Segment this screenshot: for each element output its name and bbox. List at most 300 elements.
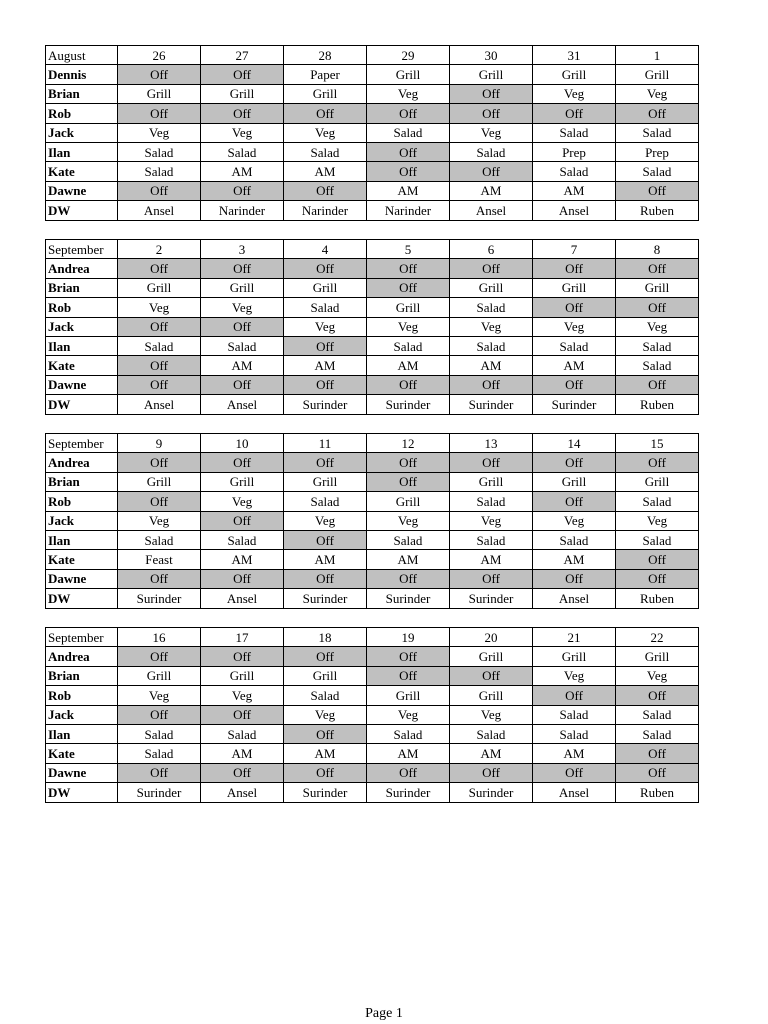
staff-name: Dawne <box>46 375 118 394</box>
shift-cell: Surinder <box>367 395 450 414</box>
shift-cell: Veg <box>118 686 201 705</box>
shift-cell: Salad <box>616 530 699 549</box>
month-label: September <box>46 240 118 259</box>
shift-cell: Off <box>450 259 533 278</box>
shift-cell: Salad <box>533 162 616 181</box>
shift-cell: AM <box>201 744 284 763</box>
shift-cell: Grill <box>616 647 699 666</box>
shift-cell: Off <box>201 511 284 530</box>
shift-cell: Surinder <box>367 783 450 802</box>
shift-cell: Veg <box>284 705 367 724</box>
schedule-table <box>45 239 699 415</box>
shift-cell: Ruben <box>616 201 699 220</box>
shift-cell: Off <box>450 763 533 782</box>
day-number: 11 <box>284 434 367 453</box>
shift-cell: Veg <box>367 511 450 530</box>
shift-cell: Grill <box>533 65 616 84</box>
shift-cell: Off <box>118 181 201 200</box>
shift-cell: Off <box>367 666 450 685</box>
shift-cell: Ansel <box>201 783 284 802</box>
shift-cell: Off <box>616 259 699 278</box>
day-number: 19 <box>367 628 450 647</box>
day-number: 17 <box>201 628 284 647</box>
shift-cell: Off <box>367 104 450 123</box>
staff-name: Dennis <box>46 65 118 84</box>
shift-cell: Salad <box>118 744 201 763</box>
shift-cell: Salad <box>367 724 450 743</box>
shift-cell: Off <box>284 763 367 782</box>
shift-cell: Grill <box>450 65 533 84</box>
staff-name: Jack <box>46 511 118 530</box>
shift-cell: Salad <box>450 492 533 511</box>
shift-cell: Off <box>533 453 616 472</box>
shift-cell: Off <box>616 686 699 705</box>
shift-cell: Off <box>367 142 450 161</box>
shift-cell: Grill <box>284 666 367 685</box>
shift-cell: Veg <box>284 317 367 336</box>
shift-cell: Salad <box>616 356 699 375</box>
shift-cell: Off <box>533 259 616 278</box>
shift-cell: Grill <box>284 278 367 297</box>
shift-cell: Off <box>616 763 699 782</box>
shift-cell: Veg <box>616 511 699 530</box>
staff-row <box>46 181 699 200</box>
shift-cell: Off <box>201 763 284 782</box>
shift-cell: Grill <box>118 278 201 297</box>
shift-cell: Salad <box>284 492 367 511</box>
shift-cell: Salad <box>201 336 284 355</box>
shift-cell: Grill <box>533 278 616 297</box>
shift-cell: Salad <box>284 298 367 317</box>
staff-name: Kate <box>46 162 118 181</box>
schedule-table <box>45 627 699 803</box>
shift-cell: Off <box>118 453 201 472</box>
shift-cell: Off <box>201 705 284 724</box>
shift-cell: Grill <box>367 298 450 317</box>
shift-cell: Off <box>118 317 201 336</box>
shift-cell: Off <box>616 298 699 317</box>
shift-cell: AM <box>367 744 450 763</box>
staff-row <box>46 84 699 103</box>
shift-cell: Ruben <box>616 783 699 802</box>
shift-cell: Grill <box>616 278 699 297</box>
date-header-row <box>46 240 699 259</box>
shift-cell: Ansel <box>201 395 284 414</box>
shift-cell: Grill <box>201 472 284 491</box>
shift-cell: Salad <box>118 336 201 355</box>
shift-cell: Grill <box>450 647 533 666</box>
shift-cell: Off <box>118 647 201 666</box>
shift-cell: AM <box>533 356 616 375</box>
shift-cell: Off <box>533 569 616 588</box>
shift-cell: Salad <box>201 530 284 549</box>
shift-cell: Veg <box>118 511 201 530</box>
shift-cell: Off <box>450 375 533 394</box>
staff-row <box>46 201 699 220</box>
shift-cell: Grill <box>118 84 201 103</box>
staff-name: Andrea <box>46 647 118 666</box>
shift-cell: Veg <box>616 317 699 336</box>
staff-row <box>46 550 699 569</box>
staff-name: Jack <box>46 123 118 142</box>
shift-cell: Off <box>201 375 284 394</box>
staff-name: Ilan <box>46 336 118 355</box>
shift-cell: Paper <box>284 65 367 84</box>
shift-cell: Off <box>367 569 450 588</box>
shift-cell: AM <box>450 744 533 763</box>
shift-cell: AM <box>284 550 367 569</box>
shift-cell: Salad <box>450 336 533 355</box>
day-number: 7 <box>533 240 616 259</box>
shift-cell: Veg <box>450 511 533 530</box>
month-label: August <box>46 46 118 65</box>
day-number: 14 <box>533 434 616 453</box>
shift-cell: Salad <box>533 123 616 142</box>
shift-cell: Narinder <box>367 201 450 220</box>
shift-cell: Off <box>367 472 450 491</box>
shift-cell: Ruben <box>616 395 699 414</box>
shift-cell: Off <box>450 666 533 685</box>
shift-cell: Off <box>284 647 367 666</box>
shift-cell: Ansel <box>533 589 616 608</box>
shift-cell: Veg <box>284 123 367 142</box>
staff-name: Ilan <box>46 724 118 743</box>
shift-cell: Ansel <box>533 201 616 220</box>
shift-cell: Grill <box>450 472 533 491</box>
staff-row <box>46 511 699 530</box>
staff-name: Brian <box>46 84 118 103</box>
shift-cell: Off <box>118 104 201 123</box>
shift-cell: Salad <box>533 705 616 724</box>
shift-cell: Ansel <box>118 201 201 220</box>
month-label: September <box>46 628 118 647</box>
shift-cell: Ansel <box>533 783 616 802</box>
shift-cell: Off <box>450 453 533 472</box>
shift-cell: Veg <box>616 84 699 103</box>
day-number: 16 <box>118 628 201 647</box>
shift-cell: Off <box>284 104 367 123</box>
date-header-row <box>46 628 699 647</box>
shift-cell: Off <box>533 763 616 782</box>
shift-cell: Surinder <box>450 783 533 802</box>
staff-row <box>46 356 699 375</box>
staff-name: Ilan <box>46 530 118 549</box>
shift-cell: Salad <box>450 530 533 549</box>
shift-cell: Surinder <box>284 783 367 802</box>
shift-cell: Veg <box>201 298 284 317</box>
shift-cell: Surinder <box>367 589 450 608</box>
shift-cell: Salad <box>367 336 450 355</box>
staff-row <box>46 375 699 394</box>
staff-name: Kate <box>46 356 118 375</box>
shift-cell: Grill <box>367 65 450 84</box>
day-number: 26 <box>118 46 201 65</box>
shift-cell: Veg <box>367 317 450 336</box>
staff-row <box>46 104 699 123</box>
shift-cell: AM <box>201 162 284 181</box>
day-number: 21 <box>533 628 616 647</box>
shift-cell: Veg <box>533 511 616 530</box>
staff-row <box>46 589 699 608</box>
shift-cell: Off <box>450 162 533 181</box>
shift-cell: Off <box>201 181 284 200</box>
shift-cell: Salad <box>367 530 450 549</box>
staff-name: Brian <box>46 278 118 297</box>
shift-cell: Salad <box>118 724 201 743</box>
shift-cell: Salad <box>367 123 450 142</box>
shift-cell: Off <box>201 647 284 666</box>
shift-cell: Off <box>450 84 533 103</box>
day-number: 18 <box>284 628 367 647</box>
shift-cell: Off <box>616 744 699 763</box>
date-header-row <box>46 46 699 65</box>
staff-row <box>46 492 699 511</box>
shift-cell: Off <box>533 375 616 394</box>
staff-row <box>46 666 699 685</box>
shift-cell: Salad <box>533 724 616 743</box>
shift-cell: Off <box>118 492 201 511</box>
shift-cell: Off <box>118 375 201 394</box>
staff-name: DW <box>46 395 118 414</box>
shift-cell: Veg <box>367 705 450 724</box>
staff-row <box>46 142 699 161</box>
staff-name: Dawne <box>46 569 118 588</box>
staff-name: Rob <box>46 492 118 511</box>
staff-row <box>46 472 699 491</box>
staff-name: Jack <box>46 705 118 724</box>
staff-name: DW <box>46 201 118 220</box>
shift-cell: Off <box>118 705 201 724</box>
month-label: September <box>46 434 118 453</box>
staff-name: Andrea <box>46 259 118 278</box>
staff-row <box>46 783 699 802</box>
staff-name: Dawne <box>46 181 118 200</box>
staff-name: Andrea <box>46 453 118 472</box>
day-number: 10 <box>201 434 284 453</box>
staff-row <box>46 705 699 724</box>
shift-cell: Off <box>284 569 367 588</box>
shift-cell: AM <box>284 162 367 181</box>
staff-row <box>46 647 699 666</box>
shift-cell: Off <box>533 298 616 317</box>
day-number: 27 <box>201 46 284 65</box>
shift-cell: Salad <box>616 336 699 355</box>
shift-cell: Off <box>367 763 450 782</box>
staff-name: Rob <box>46 298 118 317</box>
day-number: 13 <box>450 434 533 453</box>
staff-row <box>46 686 699 705</box>
shift-cell: AM <box>367 181 450 200</box>
shift-cell: Grill <box>201 278 284 297</box>
staff-name: Ilan <box>46 142 118 161</box>
day-number: 2 <box>118 240 201 259</box>
staff-name: Kate <box>46 550 118 569</box>
shift-cell: Grill <box>201 84 284 103</box>
shift-cell: Off <box>616 181 699 200</box>
staff-name: DW <box>46 589 118 608</box>
day-number: 29 <box>367 46 450 65</box>
shift-cell: Ansel <box>118 395 201 414</box>
shift-cell: Salad <box>616 724 699 743</box>
day-number: 22 <box>616 628 699 647</box>
shift-cell: Off <box>367 278 450 297</box>
staff-name: Brian <box>46 666 118 685</box>
staff-row <box>46 298 699 317</box>
shift-cell: Narinder <box>284 201 367 220</box>
staff-name: Jack <box>46 317 118 336</box>
shift-cell: Surinder <box>284 395 367 414</box>
shift-cell: Ansel <box>201 589 284 608</box>
shift-cell: Surinder <box>533 395 616 414</box>
shift-cell: Off <box>284 724 367 743</box>
shift-cell: Feast <box>118 550 201 569</box>
shift-cell: AM <box>450 356 533 375</box>
shift-cell: Off <box>616 375 699 394</box>
shift-cell: AM <box>284 744 367 763</box>
shift-cell: Off <box>367 453 450 472</box>
shift-cell: Surinder <box>118 589 201 608</box>
staff-name: Rob <box>46 104 118 123</box>
shift-cell: Salad <box>616 492 699 511</box>
shift-cell: Off <box>367 647 450 666</box>
shift-cell: Off <box>118 356 201 375</box>
shift-cell: Off <box>284 259 367 278</box>
shift-cell: Salad <box>616 705 699 724</box>
shift-cell: Veg <box>533 317 616 336</box>
staff-name: Rob <box>46 686 118 705</box>
shift-cell: Off <box>616 569 699 588</box>
shift-cell: AM <box>533 550 616 569</box>
schedule-table <box>45 45 699 221</box>
shift-cell: Veg <box>450 705 533 724</box>
day-number: 12 <box>367 434 450 453</box>
shift-cell: Off <box>367 162 450 181</box>
shift-cell: Off <box>201 317 284 336</box>
day-number: 5 <box>367 240 450 259</box>
shift-cell: Off <box>533 104 616 123</box>
shift-cell: Grill <box>284 84 367 103</box>
day-number: 6 <box>450 240 533 259</box>
staff-row <box>46 395 699 414</box>
shift-cell: Veg <box>284 511 367 530</box>
day-number: 1 <box>616 46 699 65</box>
day-number: 4 <box>284 240 367 259</box>
shift-cell: Ansel <box>450 201 533 220</box>
shift-cell: Off <box>284 375 367 394</box>
shift-cell: Surinder <box>118 783 201 802</box>
shift-cell: AM <box>367 550 450 569</box>
shift-cell: Off <box>284 530 367 549</box>
shift-cell: Salad <box>118 142 201 161</box>
staff-name: Brian <box>46 472 118 491</box>
shift-cell: Off <box>201 569 284 588</box>
shift-cell: Off <box>616 550 699 569</box>
staff-row <box>46 763 699 782</box>
shift-cell: Veg <box>450 123 533 142</box>
shift-cell: Ruben <box>616 589 699 608</box>
shift-cell: Salad <box>450 142 533 161</box>
staff-row <box>46 530 699 549</box>
shift-cell: Salad <box>616 162 699 181</box>
day-number: 8 <box>616 240 699 259</box>
shift-cell: Prep <box>616 142 699 161</box>
shift-cell: Narinder <box>201 201 284 220</box>
staff-row <box>46 569 699 588</box>
staff-row <box>46 744 699 763</box>
shift-cell: Salad <box>533 336 616 355</box>
shift-cell: Salad <box>201 724 284 743</box>
day-number: 30 <box>450 46 533 65</box>
shift-cell: Off <box>450 104 533 123</box>
shift-cell: Salad <box>201 142 284 161</box>
shift-cell: Grill <box>450 686 533 705</box>
staff-row <box>46 278 699 297</box>
staff-row <box>46 259 699 278</box>
shift-cell: Off <box>201 104 284 123</box>
shift-cell: Off <box>284 453 367 472</box>
shift-cell: Grill <box>201 666 284 685</box>
shift-cell: Grill <box>533 647 616 666</box>
shift-cell: Surinder <box>284 589 367 608</box>
shift-cell: Veg <box>367 84 450 103</box>
shift-cell: Veg <box>533 666 616 685</box>
day-number: 28 <box>284 46 367 65</box>
staff-row <box>46 724 699 743</box>
shift-cell: Off <box>367 259 450 278</box>
shift-cell: Prep <box>533 142 616 161</box>
shift-cell: Off <box>201 453 284 472</box>
shift-cell: AM <box>533 744 616 763</box>
shift-cell: AM <box>533 181 616 200</box>
shift-cell: Veg <box>533 84 616 103</box>
shift-cell: Off <box>118 259 201 278</box>
staff-row <box>46 317 699 336</box>
shift-cell: Grill <box>367 686 450 705</box>
day-number: 31 <box>533 46 616 65</box>
shift-cell: Grill <box>118 666 201 685</box>
shift-cell: Salad <box>450 298 533 317</box>
shift-cell: AM <box>201 356 284 375</box>
shift-cell: Off <box>284 336 367 355</box>
shift-cell: Grill <box>616 472 699 491</box>
shift-cell: Grill <box>533 472 616 491</box>
shift-cell: Salad <box>284 142 367 161</box>
shift-cell: Veg <box>201 492 284 511</box>
shift-cell: Grill <box>616 65 699 84</box>
shift-cell: AM <box>367 356 450 375</box>
shift-cell: AM <box>284 356 367 375</box>
shift-cell: Salad <box>118 530 201 549</box>
shift-cell: Off <box>118 569 201 588</box>
staff-name: DW <box>46 783 118 802</box>
shift-cell: Salad <box>616 123 699 142</box>
shift-cell: Veg <box>201 123 284 142</box>
shift-cell: Off <box>533 492 616 511</box>
shift-cell: Surinder <box>450 395 533 414</box>
shift-cell: Off <box>533 686 616 705</box>
shift-cell: Veg <box>118 298 201 317</box>
shift-cell: Off <box>616 453 699 472</box>
staff-row <box>46 453 699 472</box>
day-number: 20 <box>450 628 533 647</box>
shift-cell: Veg <box>201 686 284 705</box>
schedule-table <box>45 433 699 609</box>
page-number: Page 1 <box>365 1006 403 1021</box>
staff-row <box>46 162 699 181</box>
shift-cell: Veg <box>450 317 533 336</box>
shift-cell: AM <box>201 550 284 569</box>
day-number: 15 <box>616 434 699 453</box>
